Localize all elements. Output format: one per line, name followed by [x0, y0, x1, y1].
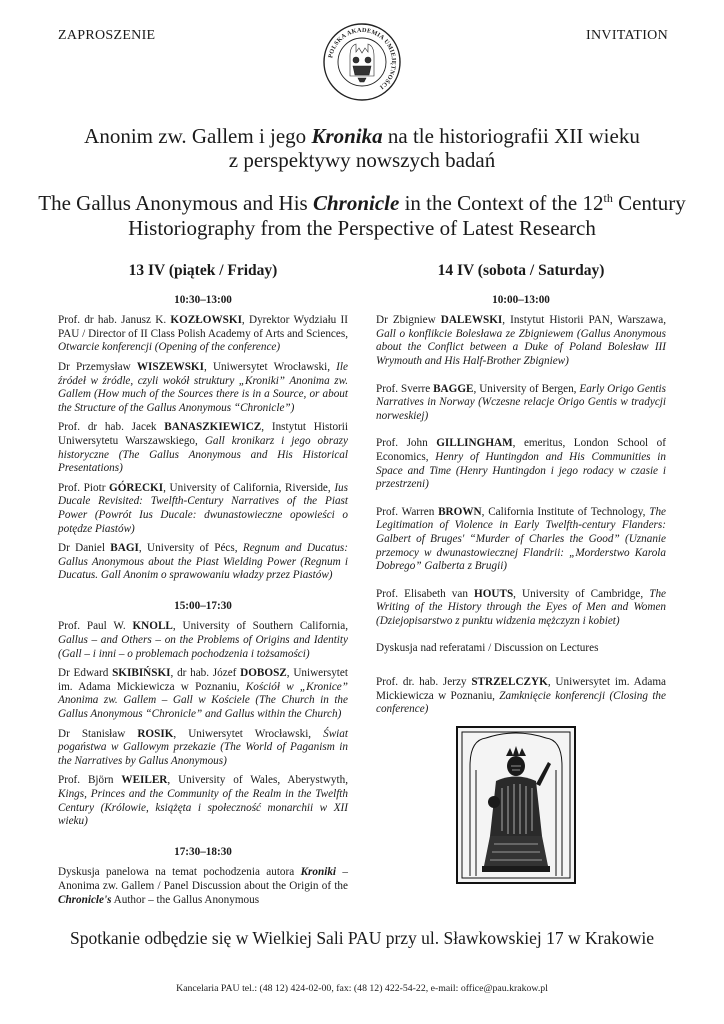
entry-post: , Dyrektor Wydziału II PAU / Director of II Class Polish Academy of Arts and Sciences,	[58, 314, 348, 340]
entry-it: Kościół w „Kronice” Anonima zw. Gallem – Gall w Kościele (The Church in the Gallus Anonymous “Chronicle” and Gallus within the Church)	[58, 680, 348, 721]
lecture-entry	[58, 361, 348, 415]
entry-it: Henry of Huntingdon and His Communities in Space and Time (Henry Huntingdon i jego rodacy w czasie i przestrzeni)	[376, 450, 666, 491]
lecture-entry	[58, 774, 348, 828]
lecture-entry	[376, 437, 666, 491]
friday-slot-morning: 10:30–13:00	[174, 293, 232, 306]
entry-post: , Uniwersytet Wrocławski,	[203, 360, 337, 373]
entry-post: , University of Pécs,	[138, 542, 243, 555]
entry-name: BANASZKIEWICZ	[164, 421, 262, 434]
entry-pre: Prof. Piotr	[58, 481, 110, 494]
title-en-sup: th	[603, 191, 613, 205]
entry-name: GÓRECKI	[109, 481, 164, 494]
entry-it: Regnum and Ducatus: Gallus Anonymous about the Piast Wielding Power (Regnum i Ducatus. Gall Anonim o sprawowaniu władzy przez Piastów)	[58, 542, 348, 582]
title-pl-line2: z perspektywy nowszych badań	[228, 148, 496, 172]
panel-post: Author – the Gallus Anonymous	[111, 893, 260, 906]
saturday-column	[376, 264, 666, 723]
entry-pre: Prof. Warren	[376, 505, 439, 518]
entry-name: KNOLL	[132, 620, 173, 633]
entry-it: Gall o konflikcie Bolesława ze Zbigniewem (Gallus Anonymous about the Conflict between a Duke of Poland Bolesław III Wrymouth and His Half-Brother Zbigniew)	[376, 327, 666, 367]
title-en-em: Chronicle	[312, 191, 400, 215]
saturday-heading: 14 IV (sobota / Saturday)	[437, 262, 605, 279]
entry-pre: Dr Zbigniew	[376, 314, 441, 327]
title-en-post: in the Context of the 12	[399, 191, 604, 215]
title-pl-em: Kronika	[311, 124, 383, 148]
entry-name: BAGI	[110, 542, 139, 555]
header-left-label: ZAPROSZENIE	[58, 28, 156, 43]
entry-post2: , Uniwersytet im. Adama Mickiewicza w Poznaniu,	[58, 667, 348, 693]
entry-it: Gallus – and Others – on the Problems of Origins and Identity (Gall – i inni – o problemach pochodzenia i tożsamości)	[58, 634, 348, 660]
entry-name: BROWN	[438, 505, 482, 518]
entry-pre: Prof. Elisabeth van	[376, 587, 474, 600]
lecture-entry	[58, 667, 348, 721]
panel-discussion	[58, 866, 348, 907]
entry-post: , Instytut Historii PAN, Warszawa,	[502, 314, 666, 327]
footer-contact: Kancelaria PAU tel.: (48 12) 424-02-00, fax: (48 12) 422-54-22, e-mail: office@pau.krakow.pl	[176, 983, 548, 994]
entry-it: Early Origo Gentis Narratives in Norway (Wczesne relacje Origo Gentis w tradycji norweskiej)	[376, 382, 666, 422]
entry-pre: Prof. Björn	[58, 774, 122, 787]
entry-it: Ius Ducale Revisited: Twelfth-Century Narratives of the Piast Power (Powrót Ius Ducale: dwunastowieczne opowieści o potędze Piastów)	[58, 481, 348, 535]
entry-it: Gall kronikarz i jego obrazy historyczne (The Gallus Anonymous and His Historical Presentations)	[58, 434, 349, 475]
friday-column	[58, 264, 348, 913]
entry-name: ROSIK	[137, 727, 174, 740]
title-english	[0, 186, 724, 241]
entry-pre: Prof. John	[376, 437, 437, 450]
title-pl-pre: Anonim zw. Gallem i jego	[84, 124, 312, 148]
entry-post: , University of Wales, Aberystwyth,	[167, 774, 348, 787]
saturday-list	[376, 314, 666, 628]
entry-pre: Dr Daniel	[58, 542, 111, 555]
title-en-end: Century	[612, 191, 686, 215]
title-polish	[0, 124, 724, 172]
title-en-line2: Historiography from the Perspective of Latest Research	[128, 216, 596, 240]
lecture-entry	[58, 314, 348, 355]
lecture-entry	[58, 421, 348, 475]
closing-name: STRZELCZYK	[471, 676, 548, 689]
header-right-label: INVITATION	[586, 28, 668, 43]
lecture-entry	[58, 482, 348, 536]
entry-post: , University of Southern California,	[172, 620, 348, 633]
friday-afternoon-list	[58, 620, 348, 828]
closing-it: Zamknięcie konferencji (Closing the conference)	[376, 689, 666, 716]
entry-name: DALEWSKI	[440, 314, 503, 327]
entry-post: , University of Bergen,	[473, 382, 580, 395]
entry-name: HOUTS	[474, 587, 514, 600]
entry-name2: DOBOSZ	[240, 667, 287, 680]
lecture-entry	[58, 542, 348, 583]
entry-name: GILLINGHAM	[436, 437, 513, 450]
lecture-entry	[58, 620, 348, 661]
friday-slot-evening: 17:30–18:30	[174, 845, 232, 858]
panel-pre: Dyskusja panelowa na temat pochodzenia autora	[58, 866, 301, 879]
panel-b2: Chronicle's	[58, 893, 112, 906]
entry-pre: Prof. dr hab. Jacek	[58, 421, 165, 434]
discussion-note: Dyskusja nad referatami / Discussion on Lectures	[376, 642, 599, 655]
entry-pre: Prof. Paul W.	[58, 620, 133, 633]
entry-post: , emeritus, London School of Economics,	[376, 437, 666, 463]
entry-it: The Writing of the History through the Eyes of Men and Women (Dziejopisarstwo z punktu widzenia mężczyzn i kobiet)	[376, 587, 666, 627]
entry-it: Otwarcie konferencji (Opening of the conference)	[58, 341, 281, 354]
venue-line: Spotkanie odbędzie się w Wielkiej Sali PAU przy ul. Sławkowskiej 17 w Krakowie	[69, 928, 654, 948]
friday-morning-list	[58, 314, 348, 583]
entry-pre: Dr Przemysław	[58, 360, 137, 373]
entry-name: WEILER	[121, 774, 168, 787]
academy-seal-icon	[322, 22, 402, 102]
entry-name: KOZŁOWSKI	[170, 314, 242, 327]
title-pl-post: na tle historiografii XII wieku	[382, 124, 640, 148]
entry-pre: Dr Edward	[58, 667, 113, 680]
lecture-entry	[376, 383, 666, 424]
entry-it: The Legitimation of Violence in Early Twelfth-century Flanders: Galbert of Bruges' “Murder of Charles the Good” (Uznanie przemocy w dwunastowiecznej Flandrii: „Morderstwo Karola Dobrego” Galberta z Brugii)	[376, 505, 667, 573]
entry-post: , University of Cambridge,	[513, 587, 650, 600]
entry-post: , dr hab. Józef	[170, 667, 241, 680]
lecture-entry	[376, 588, 666, 629]
closing-post: , Uniwersytet im. Adama Mickiewicza w Poznaniu,	[376, 676, 666, 702]
friday-slot-afternoon: 15:00–17:30	[174, 599, 232, 612]
entry-it: Świat pogaństwa w Gallowym przekazie (The World of Paganism in the Narratives by Gallus Anonymous)	[58, 727, 348, 767]
closing-pre: Prof. dr. hab. Jerzy	[376, 676, 472, 689]
closing-entry	[376, 676, 666, 717]
panel-b1: Kroniki	[300, 866, 337, 879]
friday-heading: 13 IV (piątek / Friday)	[128, 262, 278, 279]
seal-text: POLSKA AKADEMIA UMIEJĘTNOŚCI	[327, 26, 398, 91]
title-en-pre: The Gallus Anonymous and His	[38, 191, 313, 215]
woodcut-enthroned-king-icon	[456, 726, 576, 884]
panel-mid: – Anonima zw. Gallem / Panel Discussion about the Origin of the	[58, 866, 349, 892]
entry-name: SKIBIŃSKI	[112, 667, 171, 680]
lecture-entry	[58, 728, 348, 769]
lecture-entry	[376, 506, 666, 574]
entry-pre: Prof. dr hab. Janusz K.	[58, 314, 171, 327]
entry-pre: Prof. Sverre	[376, 382, 434, 395]
lecture-entry	[376, 314, 666, 368]
entry-pre: Dr Stanisław	[58, 727, 138, 740]
entry-it: Kings, Princes and the Community of the Realm in the Twelfth Century (Królowie, książęta i społeczność monarchii w XII wieku)	[58, 788, 348, 828]
entry-name: BAGGE	[433, 382, 474, 395]
saturday-slot-morning: 10:00–13:00	[492, 293, 550, 306]
entry-it: Ile źródeł w źródle, czyli wokół struktury „Kroniki” Anonima zw. Gallem (How much of the Sources there is in a Source, or about the Structure of the Gallus Anonymous “Chronicle”)	[58, 360, 348, 414]
entry-post: , University of California, Riverside,	[163, 481, 335, 494]
entry-post: , California Institute of Technology,	[481, 505, 650, 518]
entry-post: , Instytut Historii Uniwersytetu Warszawskiego,	[58, 421, 348, 447]
entry-name: WISZEWSKI	[136, 360, 204, 373]
entry-post: , Uniwersytet Wrocławski,	[173, 727, 324, 740]
